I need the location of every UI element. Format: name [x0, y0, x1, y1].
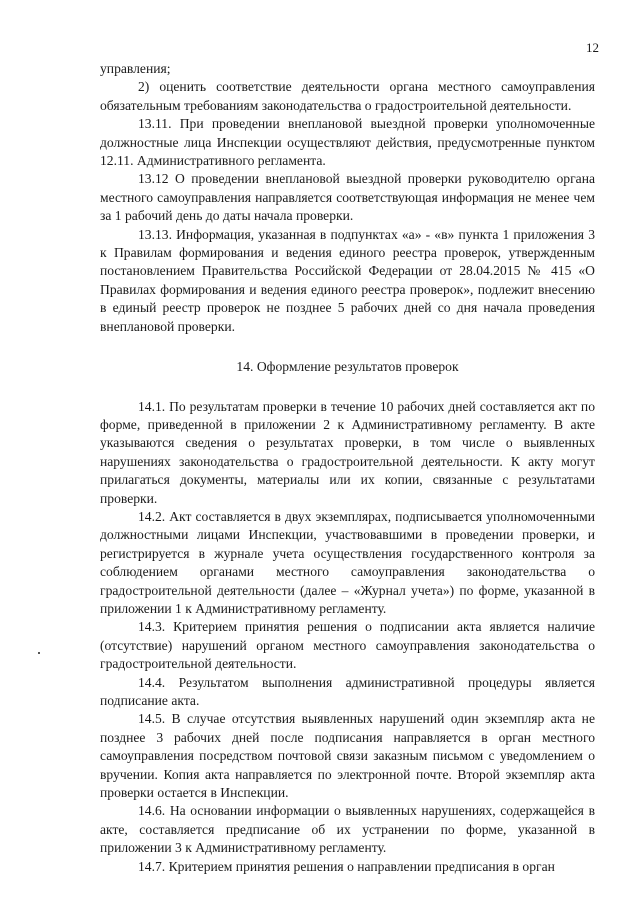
paragraph: 14.3. Критерием принятия решения о подписании акта является наличие (отсутствие) нарушений органом местного самоуправления законодательства о градостроительной деятельности. — [100, 619, 595, 672]
paragraph: 14.5. В случае отсутствия выявленных нарушений один экземпляр акта не позднее 3 рабочих дней после подписания направляется в орган местного самоуправления посредством почтовой связи заказным письмом с уведомлением о вручении. Копия акта направляется по электронной почте. Второй экземпляр акта проверки остается в Инспекции. — [100, 711, 595, 801]
paragraph: 13.11. При проведении внеплановой выездной проверки уполномоченные должностные лица Инспекции осуществляют действия, предусмотренные пунктом 12.11. Административного регламента. — [100, 116, 595, 169]
margin-mark — [38, 652, 40, 654]
paragraph: 14.6. На основании информации о выявленных нарушениях, содержащейся в акте, составляется предписание об их устранении по форме, указанной в приложении 3 к Административному регламенту. — [100, 803, 595, 856]
paragraph: 13.12 О проведении внеплановой выездной проверки руководителю органа местного самоуправления направляется соответствующая информация не менее чем за 1 рабочий день до даты начала проверки. — [100, 171, 595, 224]
paragraph: 14.7. Критерием принятия решения о направлении предписания в орган — [138, 858, 555, 874]
paragraph: 13.13. Информация, указанная в подпунктах «а» - «в» пункта 1 приложения 3 к Правилам формирования и ведения единого реестра проверок, утвержденным постановлением Правительства Российской Федерации от 28.04.2015 № 415 «О Правилах формирования и ведения единого реестра проверок», подлежит внесению в единый реестр проверок не позднее 5 рабочих дней со дня начала проведения внеплановой проверки. — [100, 226, 595, 334]
paragraph: 2) оценить соответствие деятельности органа местного самоуправления обязательным требованиям законодательства о градостроительной деятельности. — [100, 79, 595, 113]
document-body — [100, 60, 595, 876]
paragraphs-before-heading — [100, 60, 595, 336]
page-number: 12 — [586, 40, 599, 55]
paragraph: 14.2. Акт составляется в двух экземплярах, подписывается уполномоченными должностными лицами Инспекции, участвовавшими в проведении проверки, и регистрируется в журнале учета осуществления государственного контроля за соблюдением органами местного самоуправления законодательства о градостроительной деятельности (далее – «Журнал учета») по форме, указанной в приложении 1 к Административному регламенту. — [100, 508, 595, 616]
paragraphs-after-heading — [100, 398, 595, 877]
paragraph: управления; — [100, 61, 171, 76]
paragraph: 14.4. Результатом выполнения административной процедуры является подписание акта. — [100, 674, 595, 708]
section-heading: 14. Оформление результатов проверок — [236, 359, 459, 375]
paragraph: 14.1. По результатам проверки в течение 10 рабочих дней составляется акт по форме, приведенной в приложении 2 к Административному регламенту. В акте указываются сведения о результатах проверки, в том числе о выявленных нарушениях законодательства о градостроительной деятельности. К акту могут прилагаться документы, материалы или их копии, связанные с результатами проверки. — [100, 398, 595, 506]
